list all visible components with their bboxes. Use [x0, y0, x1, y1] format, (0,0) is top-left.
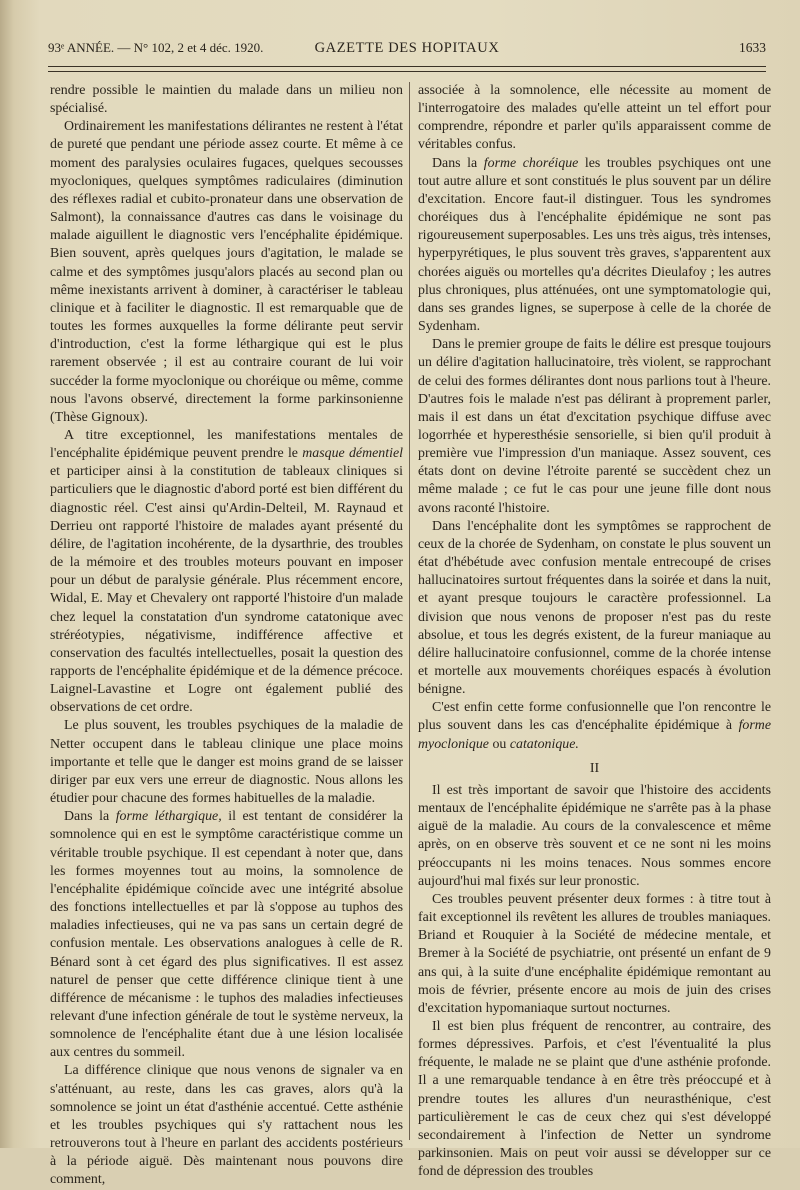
paragraph: La différence clinique que nous venons de signaler va en s'atténuant, au reste, dans les cas graves, alors qu'à la somnolence se joint un état d'asthénie accentué. Cette asthénie et les troubles psychiques qui s'y rattachent nous les retrouverons tout à l'heure en parlant des accidents postérieurs à la période aiguë. Dès maintenant nous pouvons dire comment,	[50, 1063, 403, 1188]
column-divider	[409, 82, 410, 1140]
page-header	[48, 40, 766, 62]
paragraph: Dans la forme choréique les troubles psychiques ont une tout autre allure et sont constitués le plus souvent par un délire d'excitation. Encore faut-il distinguer. Tous les syndromes choréiques dus à l'encéphalite épidémique ne sont pas rigoureusement superposables. Les uns très aigus, très intenses, hyperpyrétiques, le plus souvent très graves, s'apparentent aux chorées aiguës ou mortelles qu'a décrites Dieulafoy ; les autres plus chroniques, plus atténuées, ont une symptomatologie qui, dans ses grandes lignes, se superpose à celle de la chorée de Sydenham.	[418, 155, 771, 335]
header-rule-thick	[48, 66, 766, 67]
journal-title: GAZETTE DES HOPITAUX	[314, 40, 500, 56]
italic-term: forme léthargique,	[115, 809, 222, 825]
section-number: II	[589, 760, 600, 776]
paragraph: A titre exceptionnel, les manifestations mentales de l'encéphalite épidémique peuvent prendre le masque démentiel et participer ainsi à la constitution de tableaux cliniques si particuliers que le diagnostic d'abord porté est bien différent du diagnostic réel. C'est ainsi qu'Ardin-Delteil, M. Raynaud et Derrieu ont rapporté l'histoire de malades ayant présenté du délire, de l'agitation incohérente, de la dysarthrie, des troubles de la mémoire et des troubles moteurs pouvant en imposer pour un début de paralysie générale. Plus récemment encore, Widal, E. May et Chevalery ont rapporté l'histoire d'un malade chez lequel la constatation d'un syndrome catatonique avec stréréotypies, négativisme, indifférence affective et conservation des facultés intellectuelles, posait la question des rapports de l'encéphalite épidémique et de la démence précoce. Laignel-Lavastine et Logre ont également publié des observations de cet ordre.	[50, 427, 403, 716]
left-column	[50, 82, 403, 1188]
header-rule-thin	[48, 71, 766, 72]
paragraph: associée à la somnolence, elle nécessite au moment de l'interrogatoire des malades qu'elle atteint un tel effort pour comprendre, répondre et parler qu'ils apparaissent comme de véritables confus.	[418, 83, 771, 153]
paragraph: rendre possible le maintien du malade dans un milieu non spécialisé.	[50, 83, 403, 117]
paragraph: Dans la forme léthargique, il est tentant de considérer la somnolence qui en est le symptôme caractéristique comme un véritable trouble psychique. Il est cependant à noter que, dans les formes moyennes tout au moins, la somnolence de l'encéphalite épidémique coïncide avec une intégrité absolue des fonctions intellectuelles et par là s'oppose au tuphos des maladies infectieuses, qui ne va pas sans un certain degré de confusion mentale. Les observations analogues à celle de R. Bénard sont à cet égard des plus significatives. Il est assez naturel de penser que cette différence clinique tient à une différence de mécanisme : le tuphos des maladies infectieuses relevant d'une infection générale de tout le système nerveux, la somnolence de l'encéphalite étant due à une lésion localisée aux centres du sommeil.	[50, 809, 403, 1061]
paragraph: Dans l'encéphalite dont les symptômes se rapprochent de ceux de la chorée de Sydenham, on constate le plus souvent un état d'hébétude avec confusion mentale entrecoupé de crises hallucinatoires surtout fréquentes dans la soirée et dans la nuit, et ayant presque toujours le caractère professionnel. La division que nous venons de proposer n'est pas du reste absolue, et tous les degrés existent, de la fureur maniaque au délire hallucinatoire confusionnel, comme de la chorée intense et mortelle aux mouvements choréiques espacés à évolution bénigne.	[418, 518, 771, 698]
paragraph: C'est enfin cette forme confusionnelle que l'on rencontre le plus souvent dans les cas d'encéphalite épidémique à forme myoclonique ou catatonique.	[418, 700, 771, 752]
italic-term: catatonique.	[509, 736, 579, 752]
paragraph: Le plus souvent, les troubles psychiques de la maladie de Netter occupent dans le tableau clinique une place moins importante et telle que le danger est moins grand de se laisser diriger par eux vers une erreur de diagnostic. Nous allons les étudier pour chacune des formes habituelles de la maladie.	[50, 718, 403, 807]
paragraph: Ordinairement les manifestations délirantes ne restent à l'état de pureté que pendant une période assez courte. Et même à ce moment des paralysies oculaires fugaces, quelques secousses myocloniques, quelques symptômes radiculaires (diminution des réflexes radial et cubito-pronateur dans une observation de Salmont), la connaissance d'autres cas dans le voisinage du malade aiguillent le diagnostic vers l'encéphalite épidémique. Bien souvent, après quelques jours d'agitation, le malade se calme et des symptômes jusqu'alors placés au second plan ou même inexistants arrivent à dominer, à caractériser le tableau clinique et à faciliter le diagnostic. Il est remarquable que de toutes les formes auxquelles la forme délirante peut servir d'introduction, c'est la forme léthargique qui est le plus rarement observée ; il est au contraire courant de lui voir succéder la forme myoclonique ou choréique ou même, comme nous l'avons observé, directement la forme parkinsonienne (Thèse Gignoux).	[50, 119, 403, 425]
paragraph: Dans le premier groupe de faits le délire est presque toujours un délire d'agitation hallucinatoire, très violent, se rapprochant de celui des formes délirantes dont nous parlions tout à l'heure. D'autres fois le malade n'est pas délirant à proprement parler, mais il est dans un état d'excitation psychique diffuse avec logorrhée et hyperesthésie sensorielle, si bien qu'il produit à première vue l'impression d'un maniaque. Assez souvent, ces états dont on devine l'étroite parenté se succèdent chez un même malade ; ce fut le cas pour une jeune fille dont nous avons raconté l'histoire.	[418, 337, 771, 516]
right-column	[418, 82, 771, 1180]
italic-term: forme choréique	[483, 155, 579, 171]
page-number: 1633	[739, 40, 766, 55]
paragraph: Il est très important de savoir que l'histoire des accidents mentaux de l'encéphalite épidémique ne s'arrête pas à la phase aiguë de la maladie. Au cours de la convalescence et même après, on en observe très souvent et ce ne sont ni les moins préoccupants ni les moins tenaces. Nous sommes encore aujourd'hui mal fixés sur leur pronostic.	[418, 782, 771, 889]
paragraph: Ces troubles peuvent présenter deux formes : à titre tout à fait exceptionnel ils revêtent les allures de troubles maniaques. Briand et Rouquier à la Société de médecine mentale, et Bremer à la Société de psychiatrie, ont présenté un enfant de 9 ans qui, à la suite d'une encéphalite épidémique remontant au mois de février, présente encore au mois de juin des crises d'excitation hypomaniaque surtout nocturnes.	[418, 891, 771, 1016]
italic-term: masque démentiel	[302, 446, 403, 462]
italic-term: forme myoclonique	[418, 718, 771, 752]
issue-info: 93ᵉ ANNÉE. — N° 102, 2 et 4 déc. 1920.	[48, 40, 264, 55]
paragraph: Il est bien plus fréquent de rencontrer, au contraire, des formes dépressives. Parfois, et c'est l'éventualité la plus fréquente, le malade ne se plaint que d'une asthénie profonde. Il a une remarquable tendance à en être très préoccupé et à prendre toutes les allures d'un neurasthénique, c'est particulièrement le cas de ceux chez qui s'est développé secondairement à l'infection de Netter un syndrome parkinsonien. Mais on peut voir aussi se développer sur ce fond de dépression des troubles	[418, 1018, 771, 1180]
